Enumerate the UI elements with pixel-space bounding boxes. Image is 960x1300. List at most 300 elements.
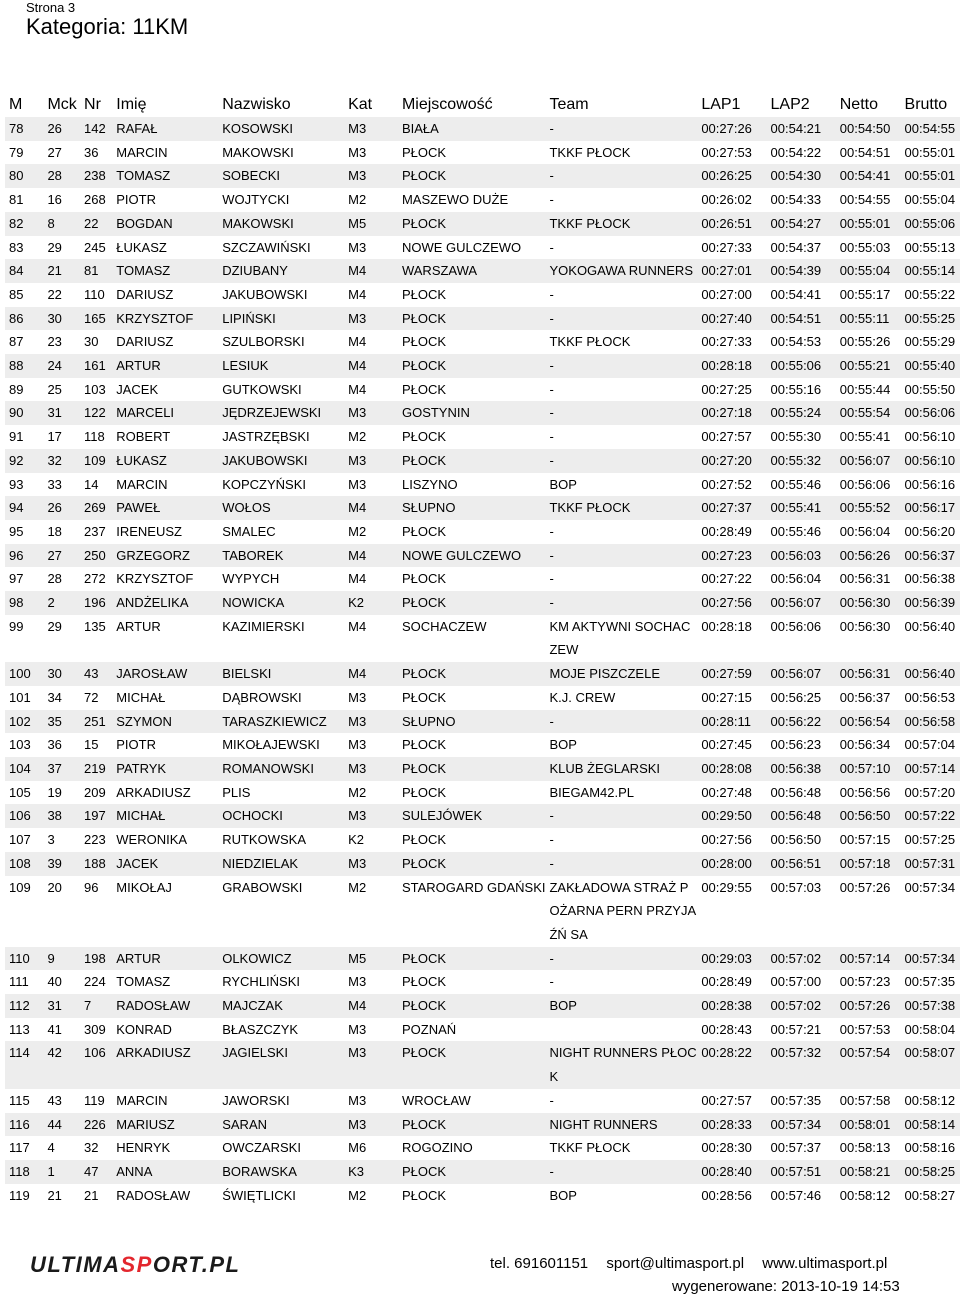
column-header: Brutto [904, 96, 948, 113]
table-cell: 00:56:22 [767, 710, 836, 734]
table-cell: BOP [549, 737, 577, 753]
table-cell: 00:55:44 [839, 381, 891, 397]
table-cell: 21 [47, 1187, 62, 1203]
table-cell: 00:55:06 [901, 212, 960, 236]
table-cell: 00:55:40 [901, 354, 960, 378]
table-cell: PŁOCK [401, 523, 447, 539]
table-cell: PATRYK [112, 757, 218, 781]
table-row [5, 141, 960, 165]
table-row [5, 236, 960, 260]
table-row [5, 354, 960, 378]
table-cell: 00:57:00 [770, 974, 822, 990]
table-cell: 105 [9, 784, 31, 800]
table-cell: 98 [5, 591, 43, 615]
table-cell: 28 [43, 164, 80, 188]
table-cell: RAFAŁ [112, 117, 218, 141]
table-cell: 43 [47, 1092, 62, 1108]
table-cell: 00:56:06 [770, 618, 822, 634]
table-cell: 00:56:40 [901, 662, 960, 686]
table-cell: BOGDAN [112, 212, 218, 236]
table-cell: M3 [344, 307, 398, 331]
table-cell: 00:56:06 [839, 476, 891, 492]
table-cell: 00:58:16 [904, 1140, 956, 1156]
table-cell: 00:55:41 [767, 496, 836, 520]
table-cell: 31 [43, 994, 80, 1018]
category-title: Kategoria: 11KM [26, 14, 189, 39]
table-cell: 00:55:17 [839, 286, 891, 302]
table-cell: 00:54:39 [767, 259, 836, 283]
table-cell: 00:55:21 [836, 354, 901, 378]
table-cell: 00:27:40 [697, 307, 766, 331]
table-cell: 00:55:54 [836, 401, 901, 425]
table-cell: ANNA [112, 1160, 218, 1184]
table-cell: GUTKOWSKI [222, 381, 302, 397]
table-row [5, 330, 960, 354]
table-cell: - [549, 1092, 554, 1108]
table-cell: M3 [344, 1113, 398, 1137]
table-cell: BŁASZCZYK [222, 1021, 299, 1037]
table-cell: 00:57:53 [839, 1021, 891, 1037]
table-cell: 93 [9, 476, 24, 492]
table-cell: M3 [344, 1041, 398, 1088]
table-cell: 00:57:20 [904, 784, 956, 800]
table-cell: ARTUR [112, 354, 218, 378]
table-cell: 17 [47, 429, 62, 445]
table-cell: 96 [84, 879, 99, 895]
table-cell: PLIS [222, 784, 251, 800]
table-cell: 103 [9, 737, 31, 753]
table-cell: 00:55:06 [767, 354, 836, 378]
table-cell: JAGIELSKI [218, 1041, 344, 1088]
table-cell: 31 [43, 401, 80, 425]
table-cell: M6 [348, 1140, 367, 1156]
table-row [5, 401, 960, 425]
table-cell: BOP [549, 476, 577, 492]
table-cell: 00:55:13 [904, 239, 956, 255]
table-cell: M4 [348, 334, 367, 350]
table-cell: 39 [43, 852, 80, 876]
table-cell: 24 [43, 354, 80, 378]
table-row [5, 259, 960, 283]
table-cell: 250 [80, 544, 112, 568]
table-cell: 197 [80, 804, 112, 828]
table-cell: 80 [5, 164, 43, 188]
table-row [5, 520, 960, 544]
table-cell: 91 [9, 429, 24, 445]
table-cell: 00:54:41 [836, 164, 901, 188]
table-cell: 00:26:02 [701, 192, 752, 208]
table-cell: 00:27:25 [701, 381, 752, 397]
table-cell: 107 [9, 832, 31, 848]
table-cell: 00:56:56 [839, 784, 891, 800]
table-cell: PŁOCK [398, 164, 546, 188]
table-cell: 00:56:07 [767, 591, 836, 615]
table-cell: 18 [47, 523, 62, 539]
table-cell: KRZYSZTOF [112, 307, 218, 331]
column-header: LAP2 [770, 96, 810, 113]
table-row [5, 1136, 960, 1160]
table-row [5, 567, 960, 591]
table-cell: - [549, 192, 554, 208]
table-cell: 00:56:06 [901, 401, 960, 425]
table-cell: 00:27:59 [697, 662, 766, 686]
table-cell: 116 [5, 1113, 43, 1137]
table-cell: 00:28:38 [697, 994, 766, 1018]
table-cell: M3 [344, 449, 398, 473]
table-cell: 309 [84, 1021, 106, 1037]
table-cell: 115 [9, 1092, 30, 1108]
table-cell: MARCELI [112, 401, 218, 425]
table-cell: 112 [5, 994, 43, 1018]
table-cell: 00:27:26 [697, 117, 766, 141]
table-cell: KM AKTYWNI SOCHACZEW [549, 618, 691, 658]
table-cell: 272 [84, 571, 106, 587]
table-cell: M2 [348, 879, 367, 895]
table-cell: 19 [47, 784, 62, 800]
results-table [5, 93, 960, 1207]
table-cell: ARTUR [116, 618, 161, 634]
table-cell: 00:58:04 [904, 1021, 956, 1037]
table-cell: 22 [47, 286, 62, 302]
table-cell: TKKF PŁOCK [549, 1140, 631, 1156]
table-cell: SŁUPNO [398, 496, 546, 520]
table-cell: RUTKOWSKA [222, 832, 307, 848]
table-cell: TKKF PŁOCK [545, 496, 697, 520]
table-cell: MICHAŁ [116, 689, 166, 705]
footer-phone: tel. 691601151 [490, 1255, 589, 1272]
column-header: Nr [84, 96, 101, 113]
table-cell: 00:56:20 [904, 523, 956, 539]
table-row [5, 212, 960, 236]
table-cell: 78 [5, 117, 43, 141]
table-cell: - [545, 804, 697, 828]
table-cell: 00:56:37 [839, 689, 891, 705]
table-cell: 00:29:55 [701, 879, 752, 895]
table-cell: 00:57:34 [767, 1113, 836, 1137]
table-cell: 00:56:34 [839, 737, 891, 753]
table-cell: PIOTR [116, 192, 156, 208]
table-cell: M3 [344, 804, 398, 828]
table-cell: M3 [348, 689, 367, 705]
table-cell: ARKADIUSZ [116, 784, 191, 800]
table-cell: 00:57:10 [836, 757, 901, 781]
table-cell: 41 [47, 1021, 62, 1037]
table-cell: 00:57:22 [901, 804, 960, 828]
table-cell: PŁOCK [398, 449, 546, 473]
table-cell: 23 [47, 334, 62, 350]
table-cell: TOMASZ [112, 259, 218, 283]
table-cell: 142 [80, 117, 112, 141]
table-cell: PŁOCK [398, 994, 546, 1018]
table-cell: 21 [84, 1187, 99, 1203]
table-cell: WROCŁAW [401, 1092, 471, 1108]
table-cell: 00:56:17 [901, 496, 960, 520]
table-cell: PŁOCK [401, 144, 447, 160]
table-cell: 94 [5, 496, 43, 520]
table-cell: 108 [5, 852, 43, 876]
table-cell: 37 [43, 757, 80, 781]
footer-website[interactable]: www.ultimasport.pl [762, 1255, 888, 1272]
table-cell: 89 [9, 381, 24, 397]
table-cell: M4 [344, 544, 398, 568]
table-cell: 21 [43, 259, 80, 283]
table-cell: 00:57:14 [836, 947, 901, 971]
table-cell: 29 [47, 239, 62, 255]
table-cell: 165 [80, 307, 112, 331]
table-cell: 00:57:37 [770, 1140, 822, 1156]
table-cell: SARAN [218, 1113, 344, 1137]
table-cell: MIKOŁAJ [116, 879, 172, 895]
table-cell: 00:55:04 [836, 259, 901, 283]
column-header: Netto [839, 96, 878, 113]
table-cell: 196 [80, 591, 112, 615]
table-cell: DARIUSZ [116, 286, 174, 302]
table-cell: - [545, 852, 697, 876]
table-cell: PŁOCK [401, 286, 447, 302]
table-cell: 00:54:55 [901, 117, 960, 141]
table-cell: M4 [344, 662, 398, 686]
table-cell: 00:57:32 [767, 1041, 836, 1088]
column-header: Kat [348, 96, 373, 113]
table-cell: 00:55:46 [770, 523, 822, 539]
table-cell: 00:54:50 [836, 117, 901, 141]
table-row [5, 876, 960, 947]
table-cell: PŁOCK [398, 757, 546, 781]
table-cell: DARIUSZ [116, 334, 174, 350]
table-row [5, 164, 960, 188]
table-cell: 00:54:22 [770, 144, 822, 160]
table-cell: 106 [5, 804, 43, 828]
table-cell: TABOREK [218, 544, 344, 568]
table-cell: 111 [9, 974, 29, 990]
table-cell: 00:56:30 [836, 591, 901, 615]
table-cell: - [549, 429, 554, 445]
table-cell: 245 [84, 239, 106, 255]
table-cell: 00:28:18 [701, 618, 752, 634]
table-cell: 238 [80, 164, 112, 188]
table-cell: JAROSŁAW [112, 662, 218, 686]
table-cell: ROGOZINO [401, 1140, 473, 1156]
column-header: Team [549, 96, 589, 113]
table-cell: 00:56:04 [770, 571, 822, 587]
table-cell: KONRAD [116, 1021, 172, 1037]
table-cell: 00:57:34 [901, 947, 960, 971]
table-cell: BORAWSKA [218, 1160, 344, 1184]
table-cell: 30 [84, 334, 99, 350]
table-cell: BIELSKI [218, 662, 344, 686]
table-cell: 00:57:35 [904, 974, 956, 990]
table-cell: 20 [47, 879, 62, 895]
table-cell: 00:55:22 [904, 286, 956, 302]
table-cell: 27 [47, 144, 62, 160]
table-cell: 119 [84, 1092, 105, 1108]
table-cell: 00:27:23 [697, 544, 766, 568]
table-row [5, 591, 960, 615]
table-cell: 00:54:55 [839, 192, 891, 208]
table-cell: GOSTYNIN [398, 401, 546, 425]
table-cell: M4 [348, 571, 367, 587]
table-cell: K2 [344, 591, 398, 615]
table-cell: 110 [84, 286, 105, 302]
table-row [5, 378, 960, 402]
table-cell: MAJCZAK [218, 994, 344, 1018]
table-cell: 25 [47, 381, 62, 397]
table-cell: PAWEŁ [112, 496, 218, 520]
footer-generated: wygenerowane: 2013-10-19 14:53 [672, 1278, 900, 1295]
table-cell: - [545, 544, 697, 568]
table-cell: PŁOCK [398, 354, 546, 378]
table-cell: GRABOWSKI [222, 879, 303, 895]
table-cell: WARSZAWA [398, 259, 546, 283]
table-cell: PŁOCK [401, 832, 447, 848]
table-cell: 00:26:51 [697, 212, 766, 236]
table-cell: 00:54:30 [767, 164, 836, 188]
table-cell: ROMANOWSKI [218, 757, 344, 781]
table-row [5, 1113, 960, 1137]
table-cell: MARIUSZ [112, 1113, 218, 1137]
table-cell: 7 [80, 994, 112, 1018]
table-row [5, 757, 960, 781]
table-cell: TOMASZ [116, 974, 171, 990]
table-cell: 00:57:21 [770, 1021, 822, 1037]
table-cell: SZCZAWIŃSKI [222, 239, 311, 255]
table-cell: 224 [84, 974, 106, 990]
table-cell: 00:56:39 [901, 591, 960, 615]
table-cell: 00:54:27 [767, 212, 836, 236]
column-header: M [9, 96, 23, 113]
table-cell: 00:27:18 [697, 401, 766, 425]
table-cell: 00:55:14 [901, 259, 960, 283]
table-cell: 00:56:58 [901, 710, 960, 734]
table-cell: 00:55:46 [770, 476, 822, 492]
table-cell: K2 [348, 832, 365, 848]
table-cell: 00:58:01 [836, 1113, 901, 1137]
table-cell: 00:27:48 [701, 784, 752, 800]
table-cell: 00:29:50 [697, 804, 766, 828]
table-cell: SOBECKI [218, 164, 344, 188]
table-cell: 00:55:01 [904, 144, 956, 160]
table-cell: 28 [47, 571, 62, 587]
table-cell: PŁOCK [401, 974, 447, 990]
table-cell: 38 [43, 804, 80, 828]
column-header: Mck [47, 96, 77, 113]
table-cell: 219 [80, 757, 112, 781]
table-cell: 30 [43, 662, 80, 686]
table-cell: M3 [348, 144, 367, 160]
table-cell: 00:56:10 [904, 429, 956, 445]
table-cell: TKKF PŁOCK [545, 212, 697, 236]
table-cell: 00:58:13 [839, 1140, 891, 1156]
page-label: Strona 3 [26, 0, 76, 15]
table-cell: HENRYK [116, 1140, 171, 1156]
table-cell: KOSOWSKI [218, 117, 344, 141]
table-cell: 26 [43, 496, 80, 520]
table-cell: 00:27:53 [701, 144, 752, 160]
table-cell: 00:28:49 [701, 974, 752, 990]
table-cell: 00:28:08 [697, 757, 766, 781]
table-row [5, 449, 960, 473]
table-cell: 16 [47, 192, 62, 208]
table-cell: 00:56:51 [767, 852, 836, 876]
column-header: Imię [116, 96, 147, 113]
footer-email[interactable]: sport@ultimasport.pl [606, 1255, 745, 1272]
table-row [5, 425, 960, 449]
table-cell: ŚWIĘTLICKI [222, 1187, 296, 1203]
table-cell: PŁOCK [398, 947, 546, 971]
table-cell: MARCIN [116, 476, 168, 492]
table-cell: 00:54:21 [767, 117, 836, 141]
table-cell [545, 1018, 697, 1042]
table-cell: 106 [80, 1041, 112, 1088]
table-cell: 00:28:33 [697, 1113, 766, 1137]
table-cell: 96 [5, 544, 43, 568]
table-cell: 00:58:21 [836, 1160, 901, 1184]
table-cell: K.J. CREW [549, 689, 616, 705]
table-cell: - [549, 381, 554, 397]
table-cell: ARTUR [112, 947, 218, 971]
table-cell: ROBERT [116, 429, 171, 445]
table-cell: RADOSŁAW [112, 994, 218, 1018]
table-cell: STAROGARD GDAŃSKI [401, 879, 546, 895]
table-cell: 83 [9, 239, 24, 255]
table-cell: 117 [9, 1140, 30, 1156]
table-row [5, 970, 960, 994]
table-cell: MICHAŁ [112, 804, 218, 828]
table-cell: WOJTYCKI [222, 192, 290, 208]
table-cell: JASTRZĘBSKI [222, 429, 310, 445]
table-cell: MARCIN [116, 144, 168, 160]
table-cell: 00:56:26 [836, 544, 901, 568]
table-row [5, 686, 960, 710]
table-cell: POZNAŃ [401, 1021, 457, 1037]
table-cell: 00:56:38 [904, 571, 956, 587]
table-cell: 103 [84, 381, 106, 397]
table-cell: 00:56:54 [836, 710, 901, 734]
table-cell: 00:57:02 [767, 947, 836, 971]
table-row [5, 307, 960, 331]
table-cell: 00:28:56 [701, 1187, 752, 1203]
table-cell: 00:55:01 [901, 164, 960, 188]
table-cell: 00:27:57 [701, 429, 752, 445]
table-cell: WYPYCH [222, 571, 280, 587]
table-cell: BOP [545, 994, 697, 1018]
table-cell: 00:57:04 [904, 737, 956, 753]
table-cell: 95 [9, 523, 24, 539]
table-cell: KRZYSZTOF [116, 571, 194, 587]
table-cell: 27 [43, 544, 80, 568]
table-cell: M3 [348, 476, 367, 492]
table-cell: SŁUPNO [398, 710, 546, 734]
table-cell: MIKOŁAJEWSKI [222, 737, 320, 753]
table-cell: 00:27:33 [701, 239, 752, 255]
table-cell: 268 [84, 192, 106, 208]
table-cell: 81 [9, 192, 24, 208]
table-cell: 00:58:07 [901, 1041, 960, 1088]
table-cell: 00:55:26 [839, 334, 891, 350]
table-cell: 00:55:41 [839, 429, 891, 445]
column-header: LAP1 [701, 96, 741, 113]
table-cell: RADOSŁAW [116, 1187, 191, 1203]
table-cell: ŁUKASZ [116, 239, 167, 255]
table-cell: 30 [43, 307, 80, 331]
table-cell: 84 [5, 259, 43, 283]
table-cell: PŁOCK [398, 1113, 546, 1137]
table-cell: 00:55:11 [836, 307, 901, 331]
table-cell: WERONIKA [116, 832, 188, 848]
table-row [5, 1041, 960, 1088]
table-cell: 82 [5, 212, 43, 236]
table-cell: 00:28:30 [701, 1140, 752, 1156]
